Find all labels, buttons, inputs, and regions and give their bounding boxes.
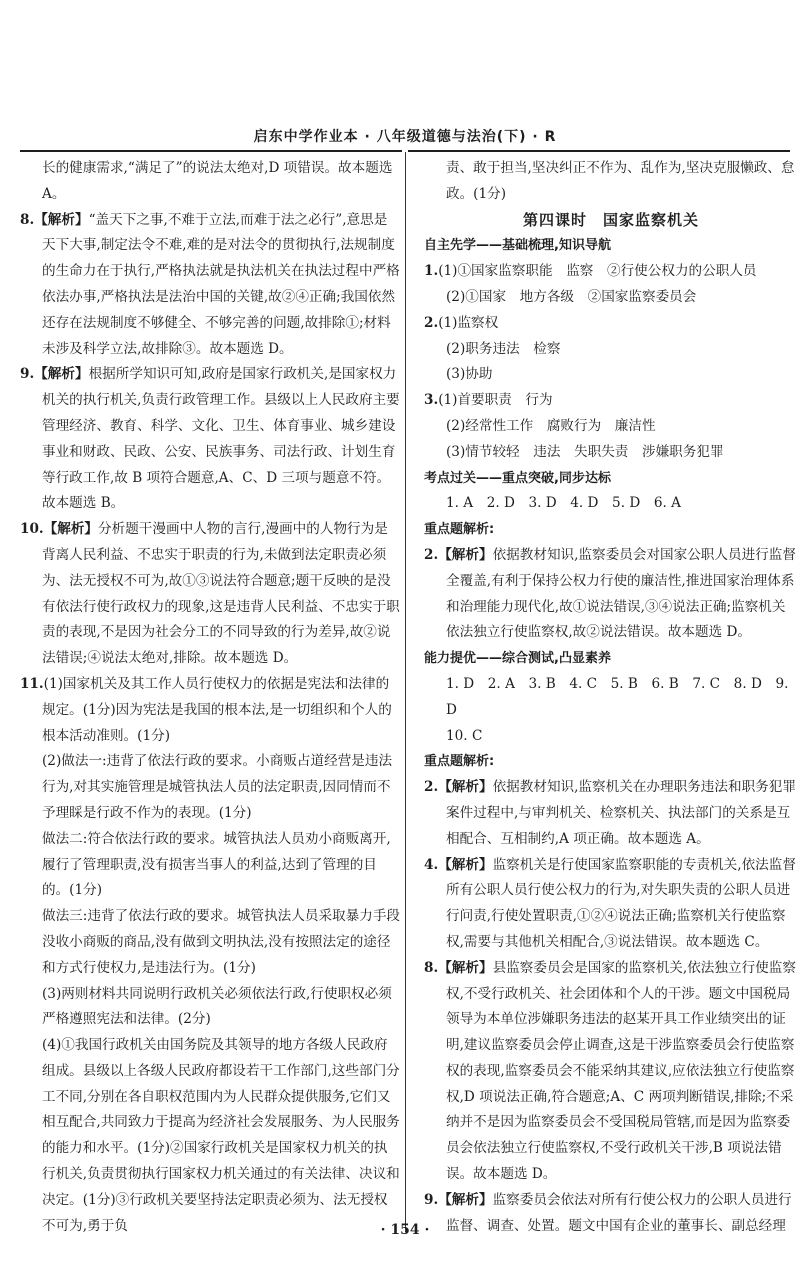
column-divider	[405, 152, 406, 1232]
analysis-tag: 【解析】	[438, 1191, 493, 1208]
item-text: “盖天下之事,不难于立法,而难于法之必行”,意思是天下大事,制定法令不难,难的是对法令的贯彻执行,法规制度的生命力在于执行,严格执法就是执法机关在执法过程中严格依法办事,严格执法是法治中国的关键,故②④正确;我国依然还存在法规制度不够健全、不够完善的问题,故排除①;材料未涉及科学立法,故排除③。故本题选 D。	[42, 211, 400, 357]
answer-item	[20, 517, 400, 672]
answer-item	[424, 259, 798, 285]
answer-item	[424, 775, 798, 852]
analysis-tag: 【解析】	[34, 366, 89, 383]
item-number: 9.	[424, 1191, 439, 1208]
item-number: 3.	[424, 392, 439, 409]
analysis-tag: 【解析】	[438, 959, 493, 976]
item-number: 8.	[20, 211, 35, 228]
section-heading: 自主先学——基础梳理,知识导航	[424, 238, 611, 254]
item-number: 8.	[424, 959, 439, 976]
answer-subitem: (4)①我国行政机关由国务院及其领导的地方各级人民政府组成。县级以上各级人民政府都设若干工作部门,这些部门分工不同,分别在各自职权范围内为人民群众提供服务,它们又相互配合,共同致力于提高为经济社会发展服务、为人民服务的能力和水平。(1分)②国家行政机关是国家权力机关的执行机关,负责贯彻执行国家权力机关通过的有关法律、决议和决定。(1分)③行政机关要坚持法定职责必须为、法无授权不可为,勇于负	[42, 1037, 400, 1234]
page-number: · 154 ·	[380, 1222, 430, 1238]
header-rule-left	[20, 150, 402, 152]
item-number: 2.	[424, 779, 439, 796]
item-number: 2.	[424, 314, 439, 331]
item-text: (1)①国家监察职能 监察 ②行使公权力的公职人员	[438, 263, 757, 280]
header-rule-right	[408, 150, 790, 152]
item-text: 分析题干漫画中人物的言行,漫画中的人物行为是背离人民利益、不忠实于职责的行为,未做到法定职责必须为、法无授权不可为,故①③说法符合题意;题干反映的是没有依法行使行政权力的现象,这是违背人民利益、不忠实于职责的表现,不是因为社会分工的不同导致的行为差异,故②说法错误;④说法太绝对,排除。故本题选 D。	[42, 521, 400, 667]
answer-subitem: 做法二:符合依法行政的要求。城管执法人员劝小商贩离开,履行了管理职责,没有损害当事人的利益,达到了管理的目的。(1分)	[42, 830, 391, 899]
item-text: (1)首要职责 行为	[438, 392, 553, 409]
item-text: 依据教材知识,监察机关在办理职务违法和职务犯罪案件过程中,与审判机关、检察机关、执法部门的关系是互相配合、互相制约,A 项正确。故本题选 A。	[446, 779, 796, 847]
item-number: 9.	[20, 366, 35, 383]
answer-item	[20, 362, 400, 517]
answer-subitem: (3)两则材料共同说明行政机关必须依法行政,行使职权必须严格遵照宪法和法律。(2分)	[42, 985, 392, 1028]
item-number: 2.	[424, 546, 439, 563]
analysis-tag: 【解析】	[43, 521, 99, 538]
analysis-tag: 【解析】	[34, 211, 89, 228]
section-heading: 能力提优——综合测试,凸显素养	[424, 651, 611, 667]
answer-line: 10. C	[446, 727, 483, 744]
analysis-tag: 【解析】	[438, 546, 493, 563]
item-number: 4.	[424, 856, 439, 873]
answer-line: 长的健康需求,“满足了”的说法太绝对,D 项错误。故本题选 A。	[42, 160, 393, 202]
item-text: (1)国家机关及其工作人员行使权力的依据是宪法和法律的规定。(1分)因为宪法是我国的根本法,是一切组织和个人的根本活动准则。(1分)	[42, 675, 392, 744]
answer-subitem: (2)①国家 地方各级 ②国家监察委员会	[446, 288, 697, 305]
item-text: 监察机关是行使国家监察职能的专责机关,依法监督所有公职人员行使公权力的行为,对失职失责的公职人员进行问责,行使处置职责,①②④说法正确;监察机关行使监察权,需要与其他机关相配合,③说法错误。故本题选 C。	[446, 856, 796, 950]
section-heading: 重点题解析:	[424, 754, 495, 770]
answer-subitem: 做法三:违背了依法行政的要求。城管执法人员采取暴力手段没收小商贩的商品,没有做到文明执法,没有按照法定的途径和方式行使权力,是违法行为。(1分)	[42, 908, 401, 976]
answer-item	[424, 543, 798, 646]
answer-item	[424, 853, 798, 956]
page-header: 启东中学作业本 · 八年级道德与法治(下) · R	[253, 129, 557, 145]
item-number: 1.	[424, 263, 439, 280]
item-text: 监察委员会依法对所有行使公权力的公职人员进行监督、调查、处置。题文中国有企业的董事长、副总经理	[446, 1191, 792, 1234]
answer-subitem: (2)做法一:违背了依法行政的要求。小商贩占道经营是违法行为,对其实施管理是城管执法人员的法定职责,因同情而不予理睬是行政不作为的表现。(1分)	[42, 753, 393, 821]
section-heading: 重点题解析:	[424, 522, 495, 538]
item-number: 10.	[20, 521, 44, 538]
analysis-tag: 【解析】	[438, 779, 493, 796]
item-text: 依据教材知识,监察委员会对国家公职人员进行监督全覆盖,有利于保持公权力行使的廉洁性,推进国家治理体系和治理能力现代化,故①说法错误,③④说法正确;监察机关依法独立行使监察权,故②说法错误。故本题选 D。	[446, 546, 796, 641]
item-text: 县监察委员会是国家的监察机关,依法独立行使监察权,不受行政机关、社会团体和个人的干涉。题文中国税局领导为本单位涉嫌职务违法的赵某开具工作业绩突出的证明,建议监察委员会停止调查,这是干涉监察委员会行使监察权的表现,监察委员会不能采纳其建议,应依法独立行使监察权,D 项说法正确,符合题意;A、C 两项判断错误,排除;不采纳并不是因为监察委员会不受国税局管辖,而是因为监察委员会依法独立行使监察权,不受行政机关干涉,B 项说法错误。故本题选 D。	[446, 959, 796, 1183]
answer-subitem: (3)情节较轻 违法 失职失责 涉嫌职务犯罪	[446, 443, 724, 460]
answer-item	[424, 388, 798, 414]
right-column	[424, 156, 798, 1239]
answer-item	[20, 672, 400, 749]
answer-item	[424, 956, 798, 1188]
lesson-title: 第四课时 国家监察机关	[522, 210, 699, 229]
item-text: 根据所学知识可知,政府是国家行政机关,是国家权力机关的执行机关,负责行政管理工作。县级以上人民政府主要管理经济、教育、科学、文化、卫生、体育事业、城乡建设事业和财政、民政、公安、民族事务、司法行政、计划生育等行政工作,故 B 项符合题意,A、C、D 三项与题意不符。故本题选 B。	[42, 366, 400, 512]
item-number: 11.	[20, 675, 44, 692]
answer-line: 1. D 2. A 3. B 4. C 5. B 6. B 7. C 8. D 9. D	[446, 675, 789, 718]
item-text: (1)监察权	[438, 314, 499, 331]
answer-item	[20, 208, 400, 363]
answer-subitem: (3)协助	[446, 366, 493, 383]
answer-subitem: (2)职务违法 检察	[446, 340, 561, 357]
answer-subitem: 责、敢于担当,坚决纠正不作为、乱作为,坚决克服懒政、怠政。(1分)	[446, 160, 795, 202]
analysis-tag: 【解析】	[438, 856, 493, 873]
section-heading: 考点过关——重点突破,同步达标	[424, 470, 611, 486]
left-column	[20, 156, 400, 1239]
answer-item	[424, 311, 798, 337]
answer-line: 1. A 2. D 3. D 4. D 5. D 6. A	[446, 495, 681, 512]
answer-subitem: (2)经常性工作 腐败行为 廉洁性	[446, 417, 656, 434]
